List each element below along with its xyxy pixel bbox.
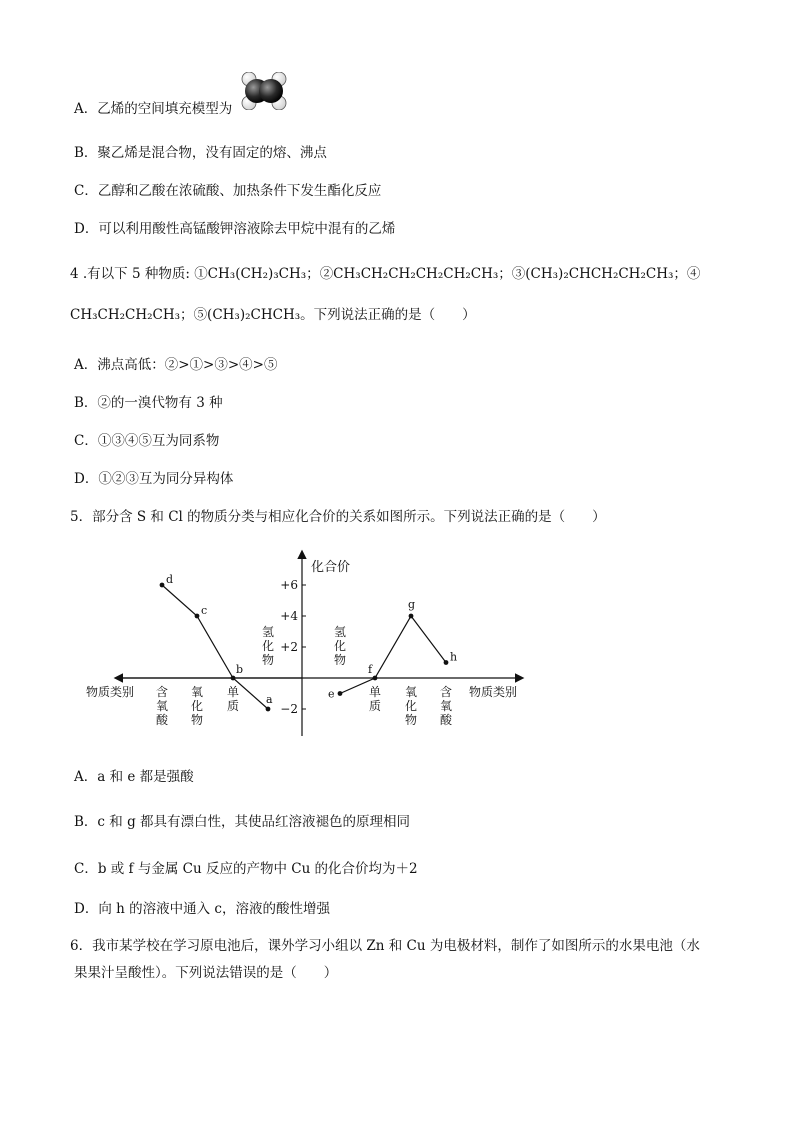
right-category-label: 氢 (333, 625, 347, 639)
x-axis-label-left: 物质类别 (86, 685, 135, 699)
q3-option-c: C．乙醇和乙酸在浓硫酸、加热条件下发生酯化反应 (74, 183, 382, 199)
left-category-label: 酸 (155, 713, 169, 727)
y-tick-label: +6 (280, 578, 298, 592)
q5-stem: 5．部分含 S 和 Cl 的物质分类与相应化合价的关系如图所示。下列说法正确的是（ ） (70, 509, 606, 525)
ethylene-space-filling-model-icon (236, 72, 292, 110)
data-point-label: a (266, 693, 273, 706)
right-category-label: 氧 (404, 685, 418, 699)
right-category-label: 化 (333, 639, 347, 653)
q6-stem-line1: 6．我市某学校在学习原电池后，课外学习小组以 Zn 和 Cu 为电极材料，制作了如图所示的水果电池（水 (70, 938, 700, 954)
y-tick-label: −2 (280, 702, 298, 716)
valence-category-chart (80, 548, 530, 743)
q4-option-d: D．①②③互为同分异构体 (74, 471, 234, 487)
left-category-label: 化 (190, 699, 204, 713)
data-point (373, 676, 378, 681)
q4-substance-5: ⑤(CH₃)₂CHCH₃ (193, 307, 301, 323)
right-category-label: 质 (368, 699, 382, 713)
y-axis-label: 化合价 (311, 560, 351, 575)
q3-option-d: D．可以利用酸性高锰酸钾溶液除去甲烷中混有的乙烯 (74, 221, 396, 237)
data-point (231, 676, 236, 681)
q6-stem-line2: 果果汁呈酸性）。下列说法错误的是（ ） (74, 965, 338, 981)
data-point-label: h (450, 650, 458, 664)
q4-substance-2: ②CH₃CH₂CH₂CH₂CH₂CH₃； (319, 266, 512, 282)
right-category-label: 酸 (439, 713, 453, 727)
data-point-label: d (166, 573, 174, 586)
q4-substance-4: CH₃CH₂CH₂CH₃； (70, 307, 194, 323)
q3-option-a: A．乙烯的空间填充模型为 (74, 101, 233, 117)
q4-intro: 4 .有以下 5 种物质: (70, 266, 195, 282)
q3-option-b: B．聚乙烯是混合物，没有固定的熔、沸点 (74, 145, 327, 161)
series-line (162, 585, 268, 709)
q5-option-a: A．a 和 e 都是强酸 (74, 769, 194, 785)
q4-substance-1: ①CH₃(CH₂)₃CH₃； (194, 266, 320, 282)
q4-option-b: B．②的一溴代物有 3 种 (74, 395, 223, 411)
q5-option-d: D．向 h 的溶液中通入 c，溶液的酸性增强 (74, 901, 330, 917)
right-category-label: 物 (333, 653, 347, 667)
q4-option-a: A．沸点高低：②>①>③>④>⑤ (74, 357, 278, 373)
data-point-label: f (368, 663, 373, 676)
data-point-label: g (408, 598, 416, 611)
data-point (409, 614, 414, 619)
left-category-label: 氧 (190, 685, 204, 699)
right-category-label: 氧 (439, 699, 453, 713)
left-category-label: 单 (226, 685, 240, 699)
left-category-label: 氧 (155, 699, 169, 713)
data-point-label: c (201, 604, 208, 617)
left-category-label: 质 (226, 699, 240, 713)
right-category-label: 物 (404, 713, 418, 727)
right-category-label: 单 (368, 685, 382, 699)
q4-stem-line1 (70, 262, 700, 282)
left-category-label: 含 (155, 685, 169, 699)
left-category-label: 物 (261, 653, 275, 667)
q5-option-c: C．b 或 f 与金属 Cu 反应的产物中 Cu 的化合价均为＋2 (74, 861, 418, 877)
y-tick-label: +4 (280, 609, 298, 623)
data-point (266, 707, 271, 712)
x-axis-label-right: 物质类别 (469, 685, 518, 699)
right-category-label: 含 (439, 685, 453, 699)
q4-stem-line2 (70, 303, 476, 323)
data-point (338, 691, 343, 696)
data-point-label: b (236, 663, 244, 676)
q4-option-c: C．①③④⑤互为同系物 (74, 433, 220, 449)
left-category-label: 物 (190, 713, 204, 727)
data-point (444, 660, 449, 665)
q4-substance-3: ③(CH₃)₂CHCH₂CH₂CH₃；④ (511, 266, 701, 282)
left-category-label: 氢 (261, 625, 275, 639)
right-category-label: 化 (404, 699, 418, 713)
data-point-label: e (328, 687, 335, 701)
data-point (195, 614, 200, 619)
q5-option-b: B．c 和 g 都具有漂白性，其使品红溶液褪色的原理相同 (74, 814, 410, 830)
left-category-label: 化 (261, 639, 275, 653)
q4-stem-tail: 。下列说法正确的是（ ） (300, 307, 476, 323)
data-point (160, 583, 165, 588)
series-line (340, 616, 446, 694)
y-tick-label: +2 (280, 640, 298, 654)
